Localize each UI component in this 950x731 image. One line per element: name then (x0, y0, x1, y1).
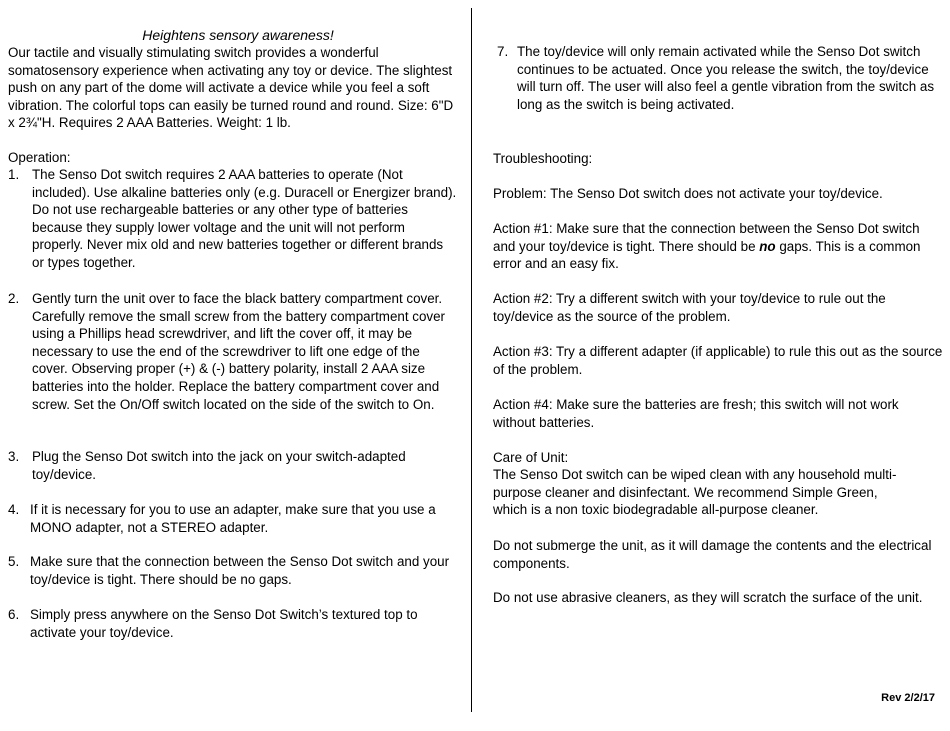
care-heading: Care of Unit: (493, 450, 569, 465)
care-text: The Senso Dot switch can be wiped clean with any household multi-purpose cleaner and disinfectant. We recommend Simple Green, which is a non toxic biodegradable all-purpose cleaner. (493, 467, 897, 518)
tagline: Heightens sensory awareness! (142, 27, 334, 43)
intro-paragraph: Our tactile and visually stimulating switch provides a wonderful somatosensory experience when activating any toy or device. The slightest push on any part of the dome will activate a device while you feel a soft vibration. The colorful tops can easily be turned round and round. Size: 6"D x 2¾"H. Requires 2 AAA Batteries. Weight: 1 lb. (8, 45, 454, 131)
submerge-text: Do not submerge the unit, as it will damage the contents and the electrical components. (493, 538, 932, 571)
action-2-text: Action #2: Try a different switch with your toy/device to rule out the toy/device as the source of the problem. (493, 291, 886, 324)
troubleshooting-heading: Troubleshooting: (493, 151, 593, 166)
list-item: 6. Simply press anywhere on the Senso Dot Switch’s textured top to activate your toy/device. (8, 607, 418, 640)
operation-heading: Operation: (8, 150, 71, 165)
list-item: 2. Gently turn the unit over to face the black battery compartment cover. Carefully remove the small screw from the battery compartment cover using a Phillips head screwdriver, and lift the cover off, it may be necessary to use the end of the screwdriver to lift one edge of the cover. Observing proper (+) & (-) battery polarity, install 2 AAA size batteries into the holder. Replace the battery compartment cover and screw. Set the On/Off switch located on the side of the switch to On. (8, 291, 446, 412)
revision-label: Rev 2/2/17 (881, 692, 935, 704)
list-item: 7. The toy/device will only remain activated while the Senso Dot switch continues to be actuated. Once you release the switch, the toy/device will turn off. The user will also feel a gentle vibration from the switch as long as the switch is being activated. (497, 44, 935, 112)
list-item: 1. The Senso Dot switch requires 2 AAA batteries to operate (Not included). Use alkaline batteries only (e.g. Duracell or Energizer brand). Do not use rechargeable batteries or any other type of batteries because they supply lower voltage and the unit will not perform properly. Never mix old and new batteries together or different brands or types together. (8, 167, 457, 270)
abrasive-text: Do not use abrasive cleaners, as they will scratch the surface of the unit. (493, 590, 923, 605)
action-3-text: Action #3: Try a different adapter (if applicable) to rule this out as the source of the problem. (493, 344, 943, 377)
list-item: 5. Make sure that the connection between the Senso Dot switch and your toy/device is tight. There should be no gaps. (8, 554, 450, 587)
problem-text: Problem: The Senso Dot switch does not activate your toy/device. (493, 186, 883, 201)
list-item: 3. Plug the Senso Dot switch into the jack on your switch-adapted toy/device. (8, 449, 406, 482)
action-4-text: Action #4: Make sure the batteries are fresh; this switch will not work without batteries. (493, 397, 899, 430)
column-divider (471, 8, 472, 712)
list-item: 4. If it is necessary for you to use an adapter, make sure that you use a MONO adapter, not a STEREO adapter. (8, 502, 436, 535)
action-1-text: Action #1: Make sure that the connection between the Senso Dot switch and your toy/device is tight. There should be no gaps. This is a common error and an easy fix. (493, 221, 921, 272)
